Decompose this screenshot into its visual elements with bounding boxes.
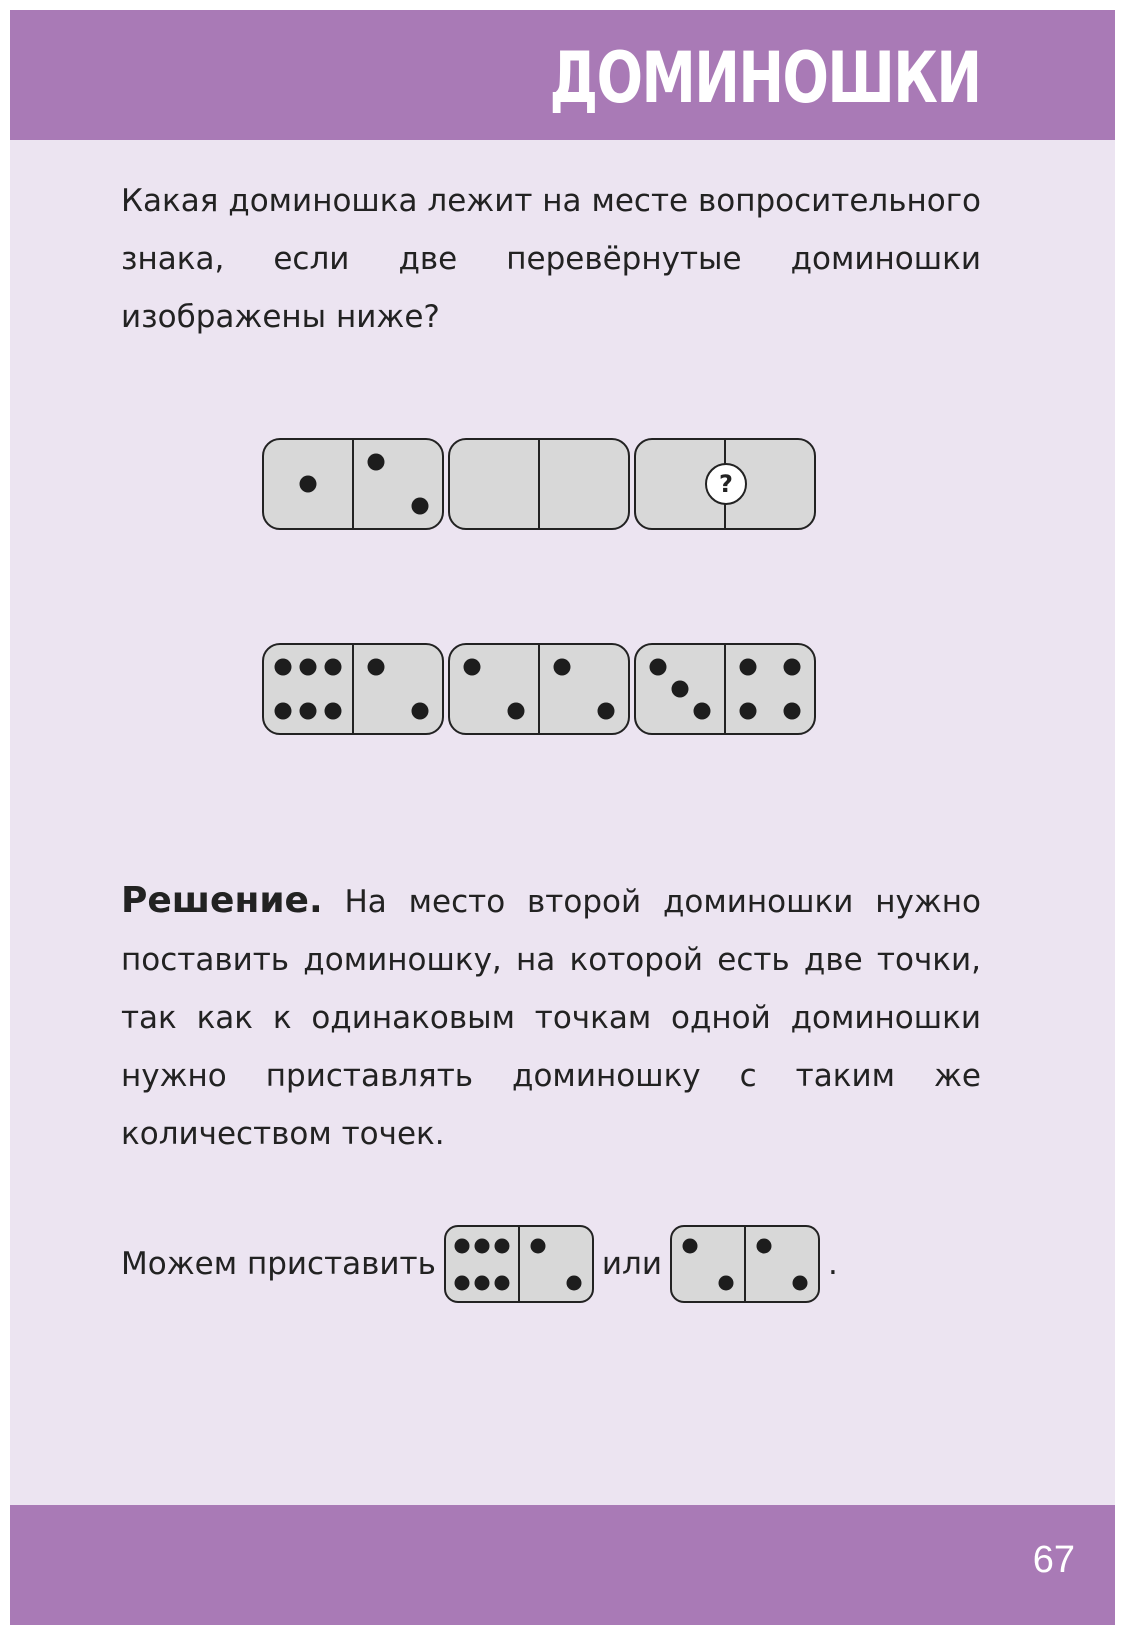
- answer-connector: или: [601, 1246, 662, 1282]
- header-band: [10, 10, 1115, 140]
- page: [10, 10, 1115, 1625]
- domino-pip: [530, 1238, 545, 1253]
- domino-half: [636, 645, 724, 733]
- domino-pip: [300, 659, 317, 676]
- domino-pip: [740, 703, 757, 720]
- question-text: Какая доминошка лежит на месте вопросительного знака, если две перевёрнутые доминошки изображены ниже?: [121, 183, 981, 335]
- answer-suffix: .: [828, 1246, 838, 1282]
- domino-pip: [694, 703, 711, 720]
- domino-pip: [719, 1275, 734, 1290]
- answer-line: [121, 1224, 838, 1304]
- domino-half: [744, 1227, 818, 1301]
- solution-text: На место второй доминошки нужно поставить доминошку, на которой есть две точки, так как к одинаковым точкам одной доминошки нужно приставлять доминошку с таким же количеством точек.: [121, 884, 981, 1152]
- domino-pip: [464, 659, 481, 676]
- domino-pip: [275, 703, 292, 720]
- domino-half: [538, 440, 628, 528]
- answer-domino-1: [444, 1225, 594, 1303]
- domino-half: [264, 645, 352, 733]
- domino-half: [518, 1227, 592, 1301]
- domino-half: [724, 645, 814, 733]
- domino-bottom-1: [262, 643, 444, 735]
- question-mark-icon: ?: [705, 463, 747, 505]
- solution-label: Решение.: [121, 880, 323, 921]
- domino-bottom-2: [448, 643, 630, 735]
- domino-pip: [566, 1275, 581, 1290]
- domino-half: [352, 645, 442, 733]
- domino-pip: [300, 703, 317, 720]
- domino-pip: [650, 659, 667, 676]
- domino-pip: [300, 476, 317, 493]
- domino-top-1: [262, 438, 444, 530]
- domino-half: [450, 440, 538, 528]
- domino-pip: [508, 703, 525, 720]
- domino-pip: [495, 1238, 510, 1253]
- domino-pip: [454, 1238, 469, 1253]
- domino-half: [450, 645, 538, 733]
- domino-pip: [672, 681, 689, 698]
- domino-top-2-flipped: [448, 438, 630, 530]
- answer-prefix: Можем приставить: [121, 1246, 436, 1282]
- domino-half: [719, 440, 814, 528]
- domino-pip: [412, 703, 429, 720]
- domino-half: [264, 440, 352, 528]
- domino-pip: [793, 1275, 808, 1290]
- domino-pip: [324, 659, 341, 676]
- page-number: 67: [1032, 1539, 1075, 1581]
- domino-pip: [757, 1238, 772, 1253]
- domino-pip: [683, 1238, 698, 1253]
- domino-pip: [454, 1275, 469, 1290]
- domino-top-3-flipped: [634, 438, 816, 530]
- domino-half: [538, 645, 628, 733]
- domino-pip: [495, 1275, 510, 1290]
- domino-pip: [412, 498, 429, 515]
- domino-pip: [554, 659, 571, 676]
- puzzle-row-top: [262, 438, 816, 530]
- domino-pip: [598, 703, 615, 720]
- answer-domino-2: [670, 1225, 820, 1303]
- domino-pip: [368, 659, 385, 676]
- domino-pip: [784, 659, 801, 676]
- domino-pip: [784, 703, 801, 720]
- chapter-title: ДОМИНОШКИ: [549, 37, 980, 119]
- domino-bottom-3: [634, 643, 816, 735]
- puzzle-row-bottom: [262, 643, 816, 735]
- domino-pip: [740, 659, 757, 676]
- domino-pip: [368, 454, 385, 471]
- solution-paragraph: [121, 872, 981, 1163]
- domino-half: [446, 1227, 518, 1301]
- footer-band: [10, 1505, 1115, 1625]
- domino-half: [352, 440, 442, 528]
- domino-half: [672, 1227, 744, 1301]
- domino-pip: [324, 703, 341, 720]
- domino-pip: [474, 1275, 489, 1290]
- domino-pip: [474, 1238, 489, 1253]
- domino-pip: [275, 659, 292, 676]
